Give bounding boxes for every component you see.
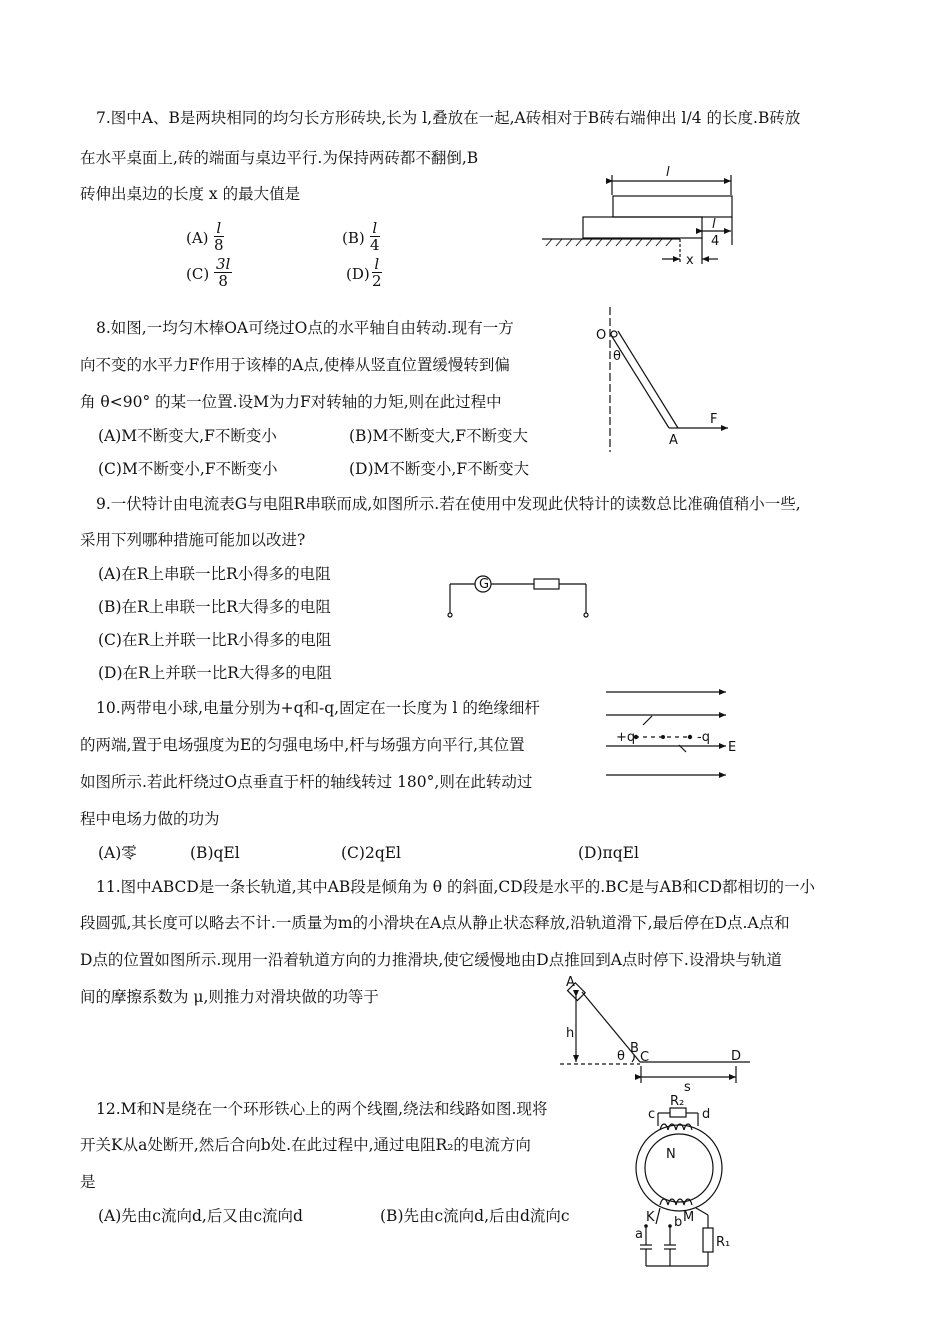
q8-line1: 8.如图,一均匀木棒OA可绕过O点的水平轴自由转动.现有一方 (96, 319, 514, 337)
q10-fig-minus: -q (697, 730, 710, 745)
q11-line3: D点的位置如图所示.现用一沿着轨道方向的力推滑块,使它缓慢地由D点推回到A点时停下.设滑块与轨道 (80, 951, 782, 969)
q11-fig-a: A (566, 975, 575, 990)
q9-line2: 采用下列哪种措施可能加以改进? (80, 531, 306, 549)
q12-switch-k (656, 1208, 660, 1224)
q7-line3: 砖伸出桌边的长度 x 的最大值是 (80, 185, 301, 203)
q9-resistor (534, 579, 559, 589)
q11-angle-arc (632, 1055, 634, 1062)
q12-fig-r2: R₂ (670, 1094, 685, 1109)
q12-option-b: (B)先由c流向d,后由d流向c (380, 1207, 570, 1225)
q8-option-a: (A)M不断变大,F不断变小 (98, 427, 277, 445)
q7-option-a-den: 8 (214, 236, 224, 254)
q11-fig-theta: θ (617, 1049, 625, 1064)
q11-fig-c: C (640, 1050, 650, 1065)
q7-brick-b (583, 217, 702, 238)
q7-option-c-den: 8 (218, 272, 228, 290)
q12-wire-m-right (696, 1208, 708, 1215)
q7-fig-x: x (686, 253, 694, 268)
q7-line2: 在水平桌面上,砖的端面与桌边平行.为保持两砖都不翻倒,B (80, 149, 479, 167)
q10-center-o (661, 735, 665, 739)
q8-rod-figure (610, 307, 728, 452)
q7-fig-l: l (666, 165, 670, 180)
q7-option-a-num: l (214, 220, 224, 237)
q10-option-b: (B)qEl (190, 844, 240, 862)
q8-fig-f: F (710, 412, 718, 427)
q12-line3: 是 (80, 1173, 96, 1191)
q11-fig-b: B (630, 1041, 639, 1056)
q12-transformer-figure (636, 1108, 722, 1266)
q12-line2: 开关K从a处断开,然后合向b处.在此过程中,通过电阻R₂的电流方向 (80, 1136, 531, 1154)
q7-option-b-label: (B) (342, 229, 365, 247)
q11-line2: 段圆弧,其长度可以略去不计.一质量为m的小滑块在A点从静止状态释放,沿轨道滑下,最后停在D点.A点和 (80, 914, 790, 932)
q8-rod-right (618, 331, 678, 428)
q10-option-a: (A)零 (98, 844, 137, 862)
q7-option-d-den: 2 (372, 272, 382, 290)
q11-fig-d: D (731, 1049, 742, 1064)
q9-terminal-right (584, 613, 588, 617)
q12-fig-a: a (635, 1227, 643, 1242)
q7-bricks-figure (542, 175, 732, 264)
q10-line1: 10.两带电小球,电量分别为+q和-q,固定在一长度为 l 的绝缘细杆 (96, 699, 540, 717)
q9-line1: 9.一伏特计由电流表G与电阻R串联而成,如图所示.若在使用中发现此伏特计的读数总比准确值稍小一些, (96, 495, 801, 513)
q9-circuit-figure (448, 576, 588, 617)
q8-fig-theta: θ (613, 349, 621, 364)
q12-fig-b: b (674, 1215, 683, 1230)
q10-fig-plus: +q (616, 730, 636, 745)
q8-option-b: (B)M不断变大,F不断变大 (349, 427, 529, 445)
q7-table-hatch (546, 239, 672, 246)
q10-line4: 程中电场力做的功为 (80, 810, 220, 828)
q12-fig-r1: R₁ (716, 1235, 731, 1250)
q11-line1: 11.图中ABCD是一条长轨道,其中AB段是倾角为 θ 的斜面,CD段是水平的.BC是与AB和CD都相切的一小 (96, 878, 816, 896)
q8-fig-a: A (669, 433, 678, 448)
q12-fig-c: c (648, 1107, 656, 1122)
q7-line1: 7.图中A、B是两块相同的均匀长方形砖块,长为 l,叠放在一起,A砖相对于B砖右端伸出 l/4 的长度.B砖放 (96, 109, 801, 127)
q12-line1: 12.M和N是绕在一个环形铁心上的两个线圈,绕法和线路如图.现将 (96, 1100, 548, 1118)
q8-fig-o: O (596, 328, 607, 343)
q7-option-c-label: (C) (186, 265, 210, 283)
q9-option-d: (D)在R上并联一比R大得多的电阻 (98, 664, 332, 682)
q8-line3: 角 θ<90° 的某一位置.设M为力F对转轴的力矩,则在此过程中 (80, 393, 502, 411)
q9-option-c: (C)在R上并联一比R小得多的电阻 (98, 631, 332, 649)
q7-option-c-num: 3l (216, 255, 231, 273)
q9-terminal-left (448, 613, 452, 617)
q12-resistor-r2 (670, 1108, 686, 1117)
q12-fig-k: K (646, 1210, 655, 1225)
q12-resistor-r1 (703, 1228, 713, 1252)
q10-line2: 的两端,置于电场强度为E的匀强电场中,杆与场强方向平行,其位置 (80, 736, 525, 754)
q12-option-a: (A)先由c流向d,后又由c流向d (98, 1207, 303, 1225)
q7-option-d-num: l (372, 256, 382, 273)
q9-option-a: (A)在R上串联一比R小得多的电阻 (98, 565, 331, 583)
q12-fig-n: N (666, 1147, 676, 1162)
q11-line4: 间的摩擦系数为 μ,则推力对滑块做的功等于 (80, 988, 379, 1006)
q10-line3: 如图所示.若此杆绕过O点垂直于杆的轴线转过 180°,则在此转动过 (80, 773, 533, 791)
q7-option-b-den: 4 (370, 236, 380, 254)
q7-brick-a (613, 196, 732, 217)
q12-contact-b (668, 1224, 672, 1228)
q10-option-c: (C)2qEl (341, 844, 402, 862)
q7-option-a-label: (A) (186, 229, 209, 247)
q8-option-d: (D)M不断变小,F不断变大 (349, 460, 530, 478)
q7-option-d-label: (D) (346, 265, 370, 283)
q11-fig-h: h (566, 1026, 575, 1041)
q10-charge-minus (688, 735, 692, 739)
q10-fig-e: E (728, 740, 737, 755)
q11-fig-s: s (684, 1080, 691, 1095)
q11-track-figure (560, 983, 750, 1083)
q7-fig-l4-num: l (712, 217, 716, 232)
q8-option-c: (C)M不断变小,F不断变小 (98, 460, 278, 478)
q7-option-b-num: l (370, 220, 380, 237)
q12-core-outer (636, 1125, 722, 1211)
q12-fig-d: d (702, 1107, 711, 1122)
q12-core-inner (645, 1134, 713, 1202)
q9-option-b: (B)在R上串联一比R大得多的电阻 (98, 598, 331, 616)
q12-fig-m: M (683, 1210, 695, 1225)
q8-line2: 向不变的水平力F作用于该棒的A点,使棒从竖直位置缓慢转到偏 (80, 356, 510, 374)
q9-fig-g: G (479, 577, 490, 592)
q7-fig-l4-den: 4 (711, 234, 720, 249)
q10-option-d: (D)πqEl (578, 844, 639, 862)
